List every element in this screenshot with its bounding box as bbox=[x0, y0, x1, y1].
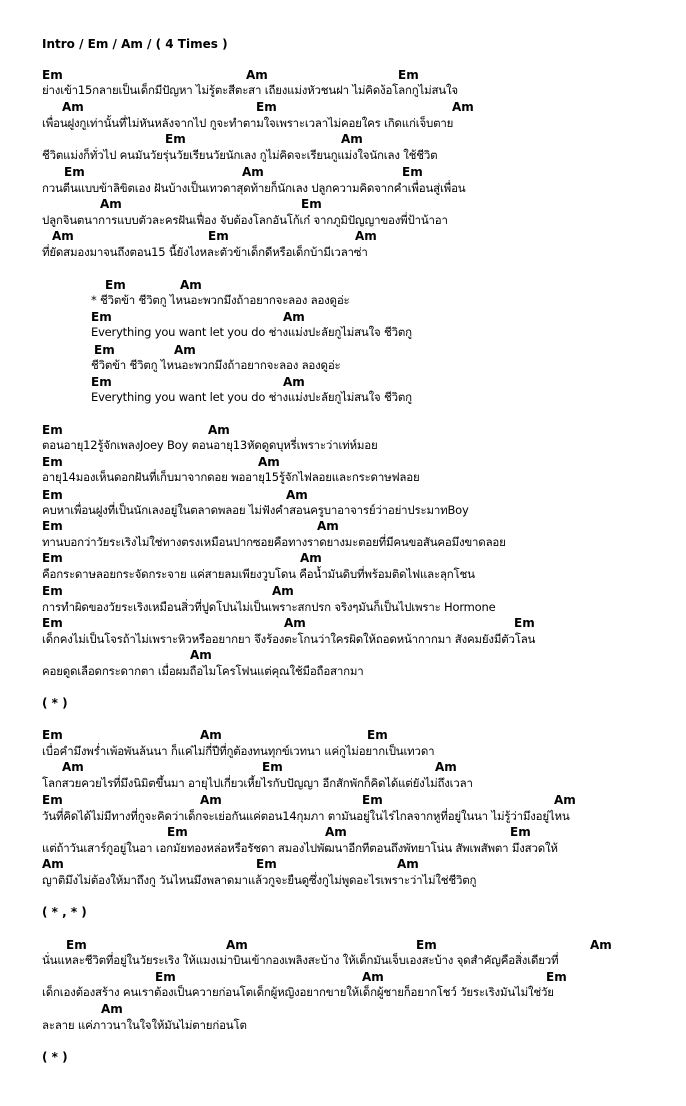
chord-am: Am bbox=[283, 375, 305, 389]
chord-em: Em bbox=[301, 197, 322, 211]
chord-em: Em bbox=[165, 132, 186, 146]
lyric-line: อายุ14มองเห็นดอกฝันที่เก็บมาจากดอย พออายุ15รู้จักไฟลอยและกระดาษฟลอย bbox=[42, 470, 420, 484]
lyric-line: ทานบอกว่าวัยระเริงไม่ใช่ทางตรงเหมือนปากซอยคือทางราดยางมะตอยที่มีคนขอสันคอมึงขาดลอย bbox=[42, 535, 506, 549]
lyric-line: ชีวิตแม่งก็ทั่วไป คนมันวัยรุ่นวัยเรียนวัยนักเลง กูไม่คิดจะเรียนกูแม่งใจนักเลง ใช้ชีวิต bbox=[42, 148, 438, 162]
chord-em: Em bbox=[66, 938, 87, 952]
chord-am: Am bbox=[246, 68, 268, 82]
chord-em: Em bbox=[42, 488, 63, 502]
chord-em: Em bbox=[42, 551, 63, 565]
chord-em: Em bbox=[362, 793, 383, 807]
chord-em: Em bbox=[510, 825, 531, 839]
chord-am: Am bbox=[355, 229, 377, 243]
chord-am: Am bbox=[317, 519, 339, 533]
lyric-line: โลกสวยควยไรที่มึงนิมิตขึ้นมา อายุไปเกี่ยวเหี้ยไรกับปัญญา อีกสักพักก็คิดได้แต่ยังไม่ถึงเวลา bbox=[42, 776, 473, 790]
lyric-line: ชีวิตข้า ชีวิตกู ไหนอะพวกมึงถ้าอยากจะลอง ลองดูอ่ะ bbox=[91, 358, 341, 372]
chord-em: Em bbox=[91, 310, 112, 324]
chord-am: Am bbox=[286, 488, 308, 502]
chord-em: Em bbox=[91, 375, 112, 389]
repeat-marker: ( * ) bbox=[42, 696, 68, 710]
lyric-line: เพื่อนฝูงกูเท่านั้นที่ไม่หันหลังจากไป กูจะทำตามใจเพราะเวลาไม่คอยใคร เกิดแก่เจ็บตาย bbox=[42, 116, 454, 130]
chord-am: Am bbox=[590, 938, 612, 952]
chord-em: Em bbox=[42, 519, 63, 533]
lyric-line: แต่ถ้าวันเสาร์กูอยู่ในอา เอกมัยทองหล่อหรือรัชดา สมองไปพัฒนาอีกทีตอนถึงพัทยาโน่น สัพเพสัพตา มึงสวดให้ bbox=[42, 841, 558, 855]
lyric-line: วันที่คิดได้ไม่มีทางที่กูจะคิดว่าเด็กจะเย่อกันแค่ตอน14กุมภา ตามันอยู่ในไร่ไกลจากหูที่อยู่ในนา ไม่รู้ว่ามึงอยู่ไหน bbox=[42, 809, 570, 823]
chord-am: Am bbox=[62, 100, 84, 114]
chord-em: Em bbox=[167, 825, 188, 839]
repeat-marker: ( * , * ) bbox=[42, 905, 87, 919]
chord-em: Em bbox=[94, 343, 115, 357]
chord-em: Em bbox=[105, 278, 126, 292]
chord-em: Em bbox=[42, 584, 63, 598]
lyric-line: เด็กเองต้องสร้าง คนเราต้องเป็นควายก่อนโตเด็กผู้หญิงอยากขายให้เด็กผู้ชายก็อยากโชว์ วัยระเริงมันไม่ใช่วัย bbox=[42, 985, 554, 999]
chord-em: Em bbox=[42, 423, 63, 437]
chord-em: Em bbox=[262, 760, 283, 774]
chord-am: Am bbox=[435, 760, 457, 774]
lyric-line: ญาติมึงไม่ต้องให้มาถึงกู วันไหนมึงพลาดมาแล้วกูจะยืนดูซึ่งกูไม่พูดอะไรเพราะว่าไม่ใช่ชีวิตกู bbox=[42, 873, 477, 887]
chord-em: Em bbox=[42, 793, 63, 807]
chord-am: Am bbox=[300, 551, 322, 565]
lyric-line: Everything you want let you do ช่างแม่งปะลัยกูไม่สนใจ ชีวิตกู bbox=[91, 390, 412, 404]
lyric-line: ย่างเข้า15กลายเป็นเด็กมีปัญหา ไม่รู้ตะสีตะสา เถียงแม่งหัวชนฝา ไม่คิดง้อโลกกูไม่สนใจ bbox=[42, 83, 458, 97]
chord-em: Em bbox=[64, 165, 85, 179]
chord-am: Am bbox=[284, 616, 306, 630]
intro-line: Intro / Em / Am / ( 4 Times ) bbox=[42, 37, 228, 51]
chord-am: Am bbox=[200, 728, 222, 742]
chord-am: Am bbox=[208, 423, 230, 437]
chord-am: Am bbox=[226, 938, 248, 952]
lyric-line: Everything you want let you do ช่างแม่งปะลัยกูไม่สนใจ ชีวิตกู bbox=[91, 325, 412, 339]
lyric-line: ตอนอายุ12รู้จักเพลงJoey Boy ตอนอายุ13หัดดูดบุหรี่เพราะว่าเท่ห์มอย bbox=[42, 438, 378, 452]
chord-am: Am bbox=[100, 197, 122, 211]
chord-am: Am bbox=[174, 343, 196, 357]
chord-em: Em bbox=[546, 970, 567, 984]
chord-am: Am bbox=[452, 100, 474, 114]
chord-em: Em bbox=[42, 455, 63, 469]
chord-am: Am bbox=[200, 793, 222, 807]
lyric-line: คือกระดาษลอยกระจัดกระจาย แค่สายลมเพียงวูบโดน คือน้ำมันดิบที่พร้อมติดไฟและลุกโชน bbox=[42, 567, 475, 581]
lyric-line: ที่ยัดสมองมาจนถึงตอน15 นี้ยังไงหละตัวข้าเด็กดีหรือเด็กบ้ามีเวลาซ่า bbox=[42, 245, 368, 259]
chord-em: Em bbox=[398, 68, 419, 82]
chord-am: Am bbox=[42, 857, 64, 871]
chord-em: Em bbox=[402, 165, 423, 179]
chord-em: Em bbox=[416, 938, 437, 952]
lyric-line: เบื่อคำมึงพร่ำเพ้อพันล้นนา ก็แค่ไม่กี่ปีที่กูต้องทนทุกข์เวทนา แค่กูไม่อยากเป็นเทวดา bbox=[42, 744, 435, 758]
chord-am: Am bbox=[325, 825, 347, 839]
chord-am: Am bbox=[258, 455, 280, 469]
chord-am: Am bbox=[180, 278, 202, 292]
chord-am: Am bbox=[62, 760, 84, 774]
lyric-line: คบหาเพื่อนฝูงที่เป็นนักเลงอยู่ในตลาดพลอย ไม่ฟังคำสอนครูบาอาจารย์ว่าอย่าประมาทBoy bbox=[42, 503, 469, 517]
chord-em: Em bbox=[42, 616, 63, 630]
chord-em: Em bbox=[155, 970, 176, 984]
lyric-line: นั่นแหละชีวิตที่อยู่ในวัยระเริง ให้แมงเม่าบินเข้ากองเพลิงสะบ้าง ให้เด็กมันเจ็บเองสะบ้าง จุดสำคัญคือสิ่งเดียวที่ bbox=[42, 953, 559, 967]
chord-am: Am bbox=[101, 1002, 123, 1016]
lyric-line: การทำผิดของวัยระเริงเหมือนสิ่วที่ปูดโปนไม่เป็นเพราะสกปรก จริงๆมันก็เป็นไปเพราะ Hormone bbox=[42, 600, 496, 614]
chord-am: Am bbox=[272, 584, 294, 598]
chord-am: Am bbox=[242, 165, 264, 179]
chord-em: Em bbox=[42, 68, 63, 82]
chord-em: Em bbox=[256, 100, 277, 114]
chord-em: Em bbox=[256, 857, 277, 871]
lyric-line: คอยดูดเลือดกระดากตา เมื่อผมถือไมโครโฟนแต่คุณใช้มือถือสากมา bbox=[42, 664, 364, 678]
chord-am: Am bbox=[283, 310, 305, 324]
lyric-line: * ชีวิตข้า ชีวิตกู ไหนอะพวกมึงถ้าอยากจะลอง ลองดูอ่ะ bbox=[91, 293, 350, 307]
chord-am: Am bbox=[397, 857, 419, 871]
chord-em: Em bbox=[42, 728, 63, 742]
lyric-line: กวนตีนแบบข้าลิขิตเอง ฝันบ้างเป็นเทวดาสุดท้ายก็นักเลง ปลูกความคิดจากคำเพื่อนสู่เพื่อน bbox=[42, 181, 466, 195]
lyric-line: ละลาย แค่ภาวนาในใจให้มันไม่ตายก่อนโต bbox=[42, 1018, 247, 1032]
lyric-line: ปลูกจินตนาการแบบตัวละครฝันเฟื่อง จับต้องโลกอันโก้เก๋ จากภูมิปัญญาของพี่ป้าน้าอา bbox=[42, 213, 448, 227]
chord-am: Am bbox=[190, 648, 212, 662]
chord-am: Am bbox=[554, 793, 576, 807]
chord-em: Em bbox=[208, 229, 229, 243]
chord-am: Am bbox=[341, 132, 363, 146]
chord-am: Am bbox=[362, 970, 384, 984]
lyric-line: เด็กคงไม่เป็นโจรถ้าไม่เพราะหิวหรืออยากยา จึงร้องตะโกนว่าใครผิดให้ถอดหน้ากากมา สังคมยังมีตัวโลน bbox=[42, 632, 536, 646]
chord-em: Em bbox=[514, 616, 535, 630]
repeat-marker: ( * ) bbox=[42, 1050, 68, 1064]
chord-am: Am bbox=[52, 229, 74, 243]
chord-em: Em bbox=[367, 728, 388, 742]
